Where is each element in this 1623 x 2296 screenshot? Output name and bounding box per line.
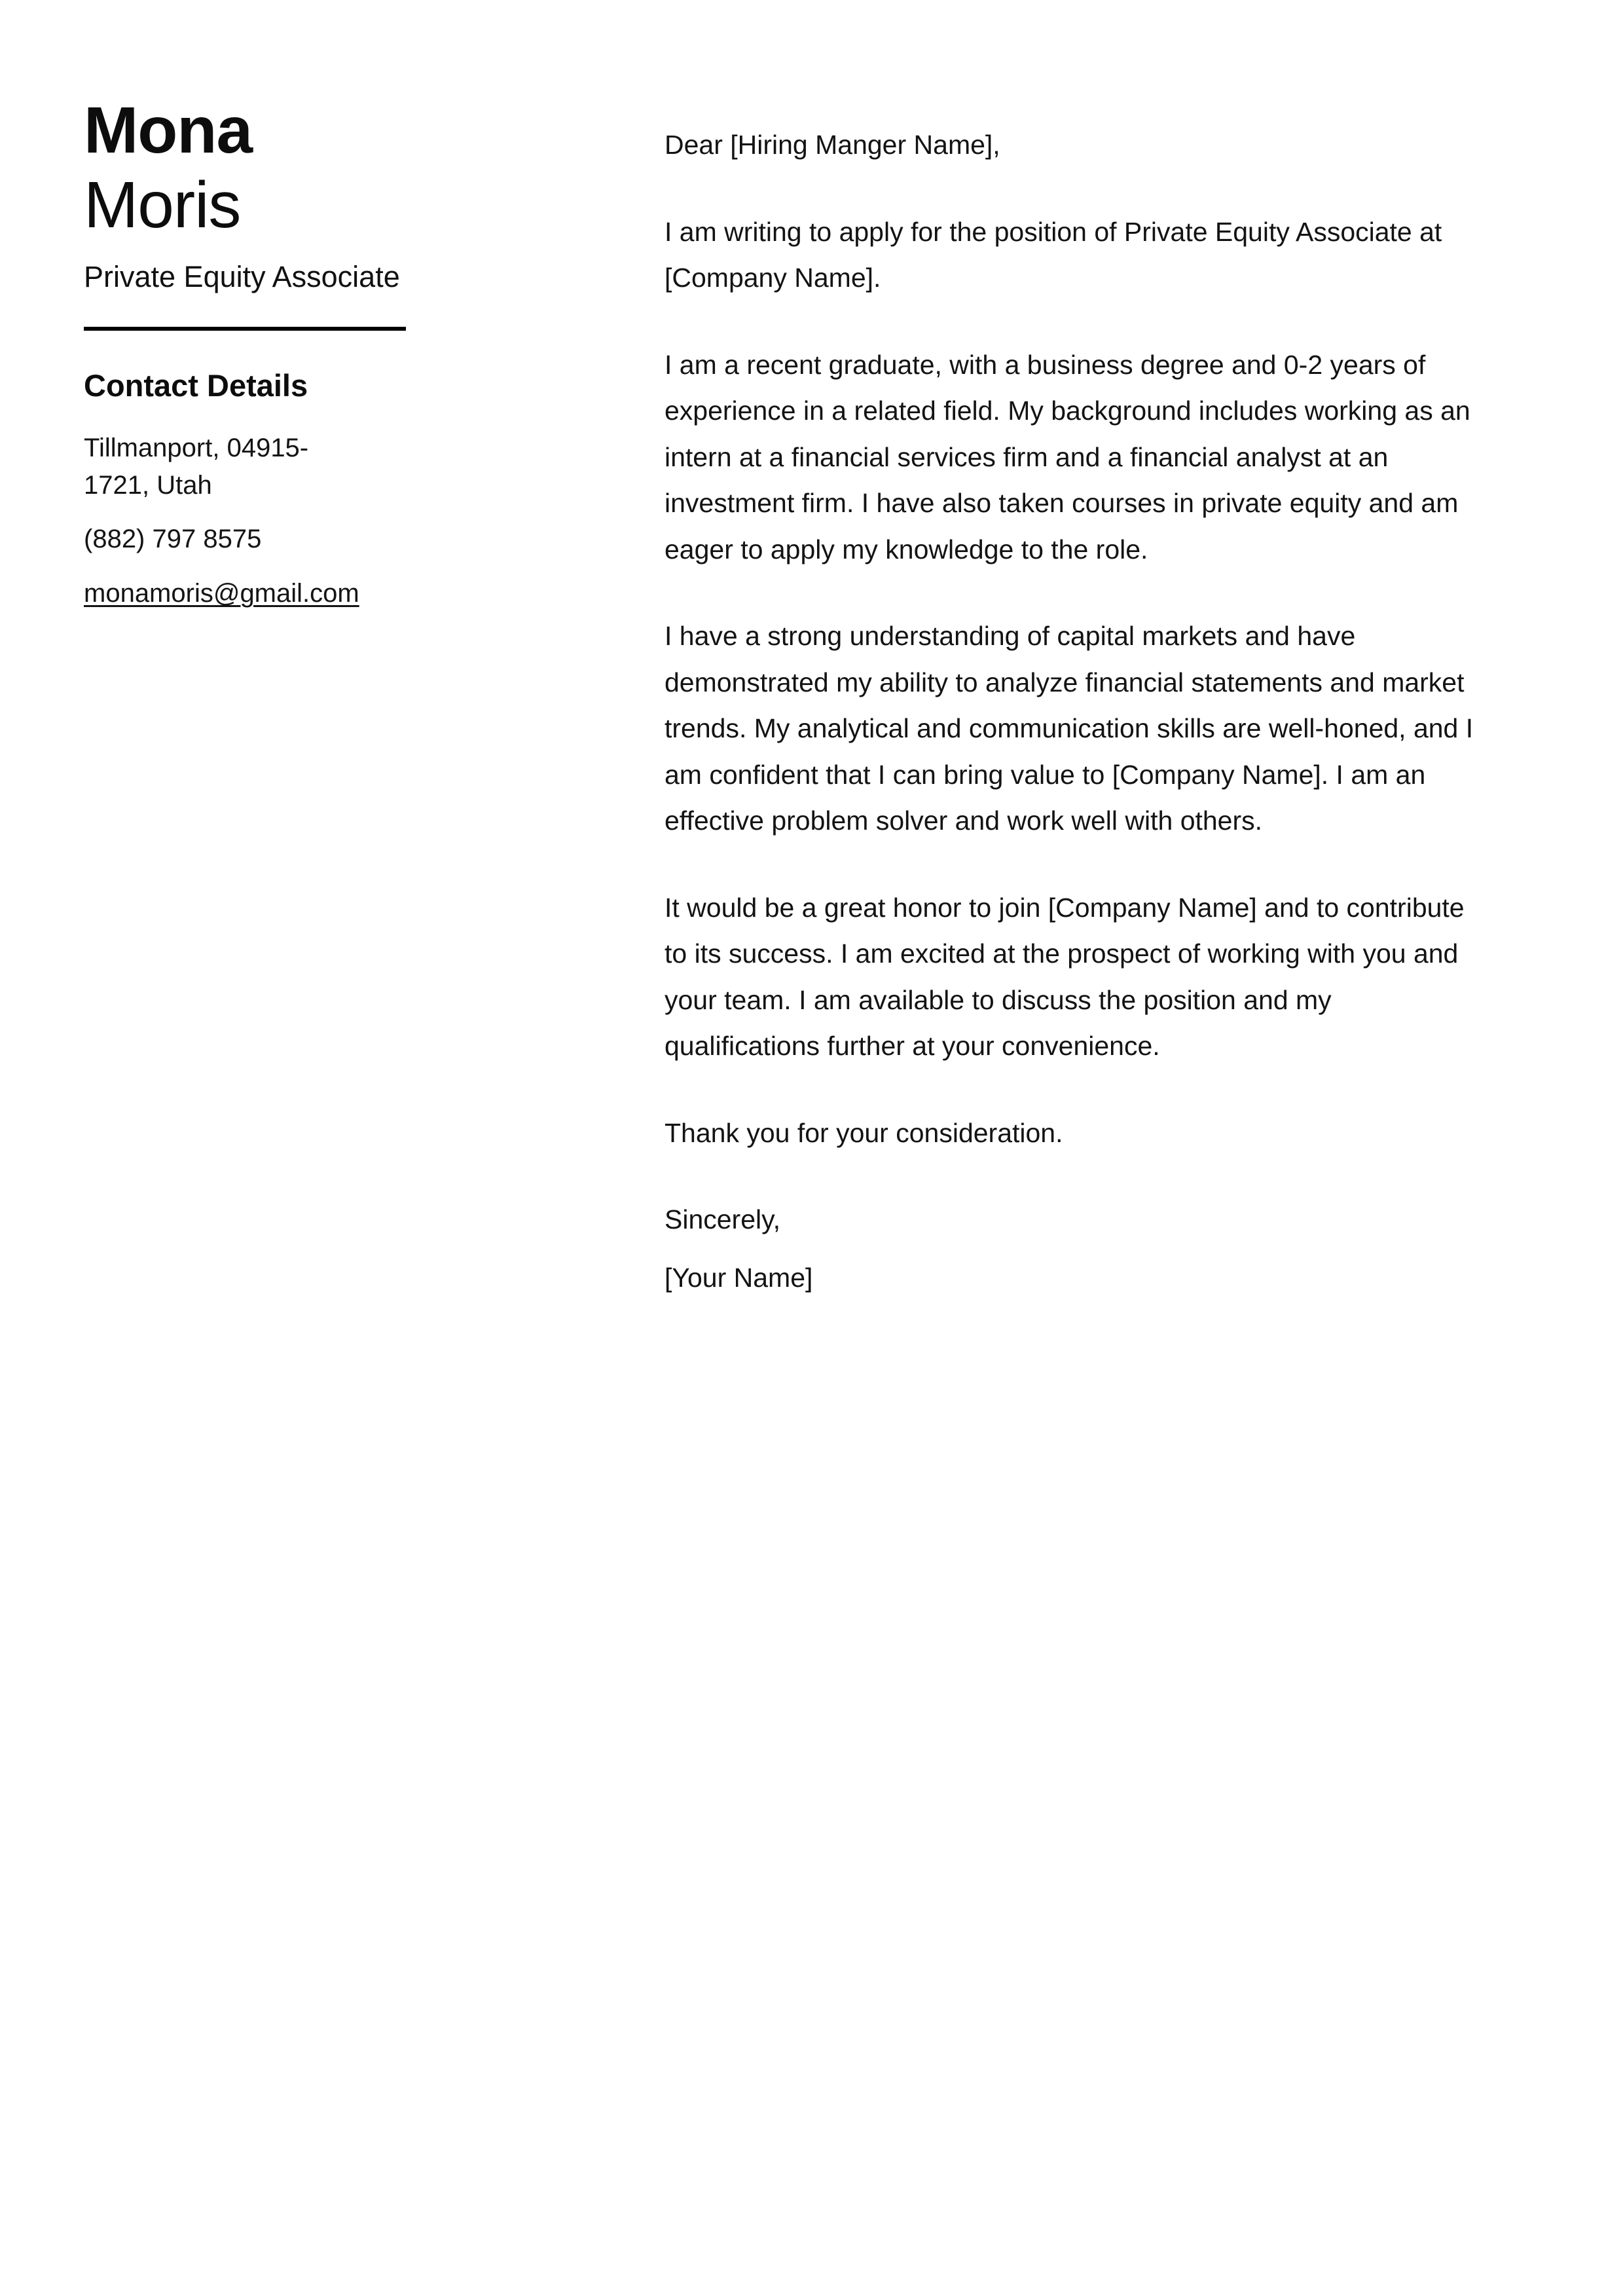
letter-signature: [Your Name] <box>665 1262 813 1293</box>
letter-thanks: Thank you for your consideration. <box>665 1117 1063 1148</box>
contact-email-link[interactable]: monamoris@gmail.com <box>84 579 359 608</box>
contact-phone: (882) 797 8575 <box>84 525 262 554</box>
letter-paragraph-4: It would be a great honor to join [Company Name] and to contribute to its success. I am excited at the prospect of working with you and your team. I am available to discuss the position and my qualifications further at your convenience. <box>665 892 1465 1062</box>
contact-details-list <box>84 430 503 612</box>
candidate-first-name: Mona <box>84 94 253 167</box>
letter-paragraph-2: I am a recent graduate, with a business degree and 0-2 years of experience in a related field. My background includes working as an intern at a financial services firm and a financial analyst at an investment firm. I have also taken courses in private equity and am eager to apply my knowledge to the role. <box>665 349 1470 565</box>
letter-body <box>665 122 1491 1301</box>
contact-email-row <box>84 575 359 612</box>
letter-paragraph-3: I have a strong understanding of capital markets and have demonstrated my ability to analyze financial statements and market trends. My analytical and communication skills are well-honed, and I am confident that I can bring value to [Company Name]. I am an effective problem solver and work well with others. <box>665 621 1474 836</box>
letter-salutation: Dear [Hiring Manger Name], <box>665 130 1000 160</box>
contact-address: Tillmanport, 04915-1721, Utah <box>84 433 309 500</box>
header-divider-rule <box>84 327 406 331</box>
letter-closing: Sincerely, <box>665 1204 780 1235</box>
letter-paragraph-1: I am writing to apply for the position of Private Equity Associate at [Company Name]. <box>665 216 1442 293</box>
contact-details-heading: Contact Details <box>84 367 308 403</box>
candidate-job-title: Private Equity Associate <box>84 260 400 293</box>
candidate-last-name: Moris <box>84 168 241 242</box>
sidebar <box>84 93 503 612</box>
candidate-name <box>84 93 503 242</box>
